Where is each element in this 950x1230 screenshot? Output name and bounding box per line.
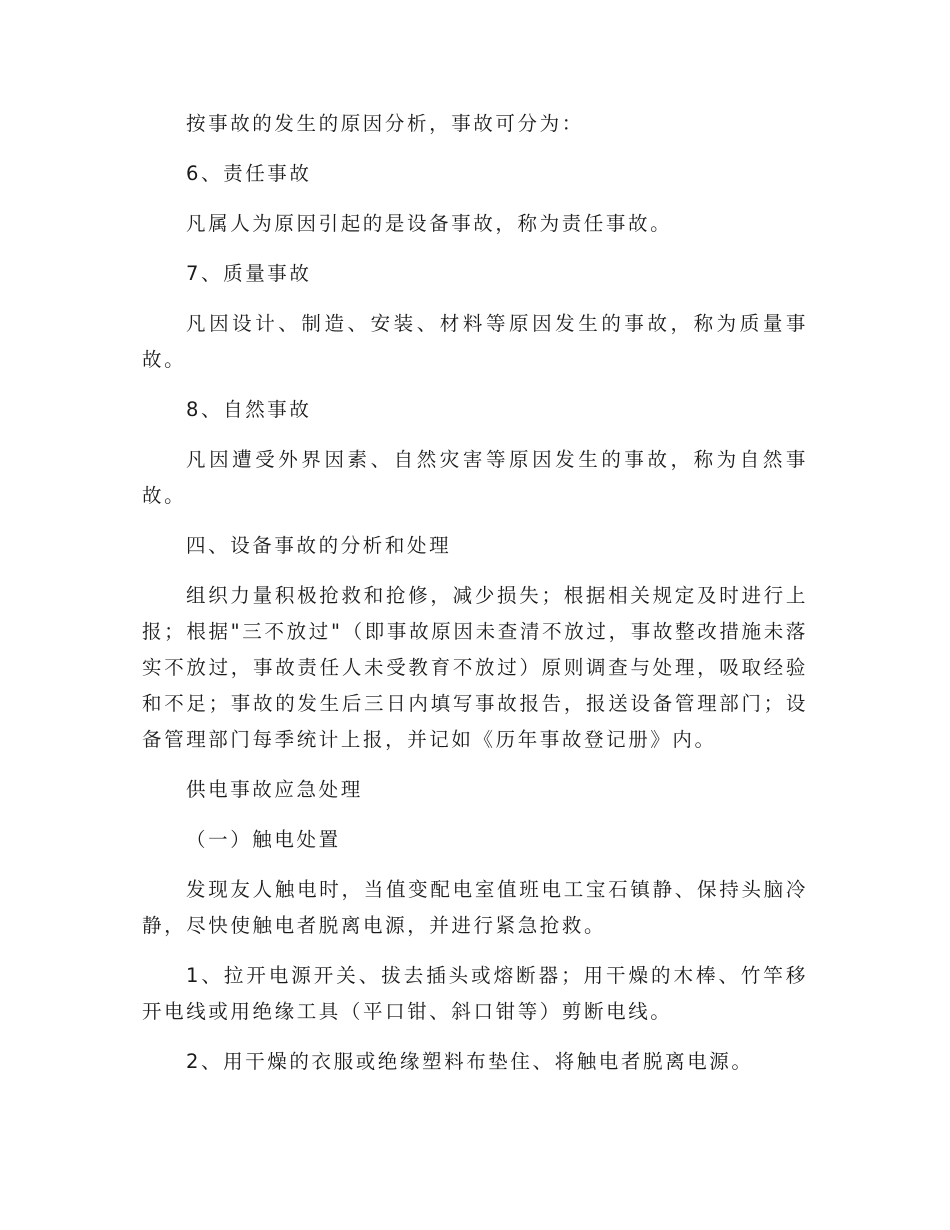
paragraph-liability-accident: 凡属人为原因引起的是设备事故，称为责任事故。	[186, 212, 673, 235]
paragraph-step-two: 2、用干燥的衣服或绝缘塑料布垫住、将触电者脱离电源。	[186, 1050, 754, 1073]
heading-section-four: 四、设备事故的分析和处理	[186, 534, 452, 557]
paragraph-quality-accident: 凡因设计、制造、安装、材料等原因发生的事故，称为质量事故。	[142, 312, 808, 371]
paragraph-step-one: 1、拉开电源开关、拔去插头或熔断器；用干燥的木棒、竹竿移开电线或用绝缘工具（平口钳、斜口钳等）剪断电线。	[142, 964, 808, 1023]
heading-liability-accident: 6、责任事故	[186, 162, 312, 185]
paragraph-cause-intro: 按事故的发生的原因分析，事故可分为：	[186, 112, 584, 135]
paragraph-natural-accident: 凡因遭受外界因素、自然灾害等原因发生的事故，称为自然事故。	[142, 448, 808, 507]
document-body	[142, 106, 808, 1094]
heading-quality-accident: 7、质量事故	[186, 262, 312, 285]
heading-natural-accident: 8、自然事故	[186, 398, 312, 421]
paragraph-accident-handling: 组织力量积极抢救和抢修，减少损失；根据相关规定及时进行上报；根据"三不放过"（即事故原因未查清不放过，事故整改措施未落实不放过，事故责任人未受教育不放过）原则调查与处理，吸取经验和不足；事故的发生后三日内填写事故报告，报送设备管理部门；设备管理部门每季统计上报，并记如《历年事故登记册》内。	[142, 584, 808, 751]
paragraph-shock-response: 发现友人触电时，当值变配电室值班电工宝石镇静、保持头脑冷静，尽快使触电者脱离电源，并进行紧急抢救。	[142, 878, 808, 937]
heading-electric-shock: （一）触电处置	[186, 828, 341, 851]
heading-power-emergency: 供电事故应急处理	[186, 778, 363, 801]
